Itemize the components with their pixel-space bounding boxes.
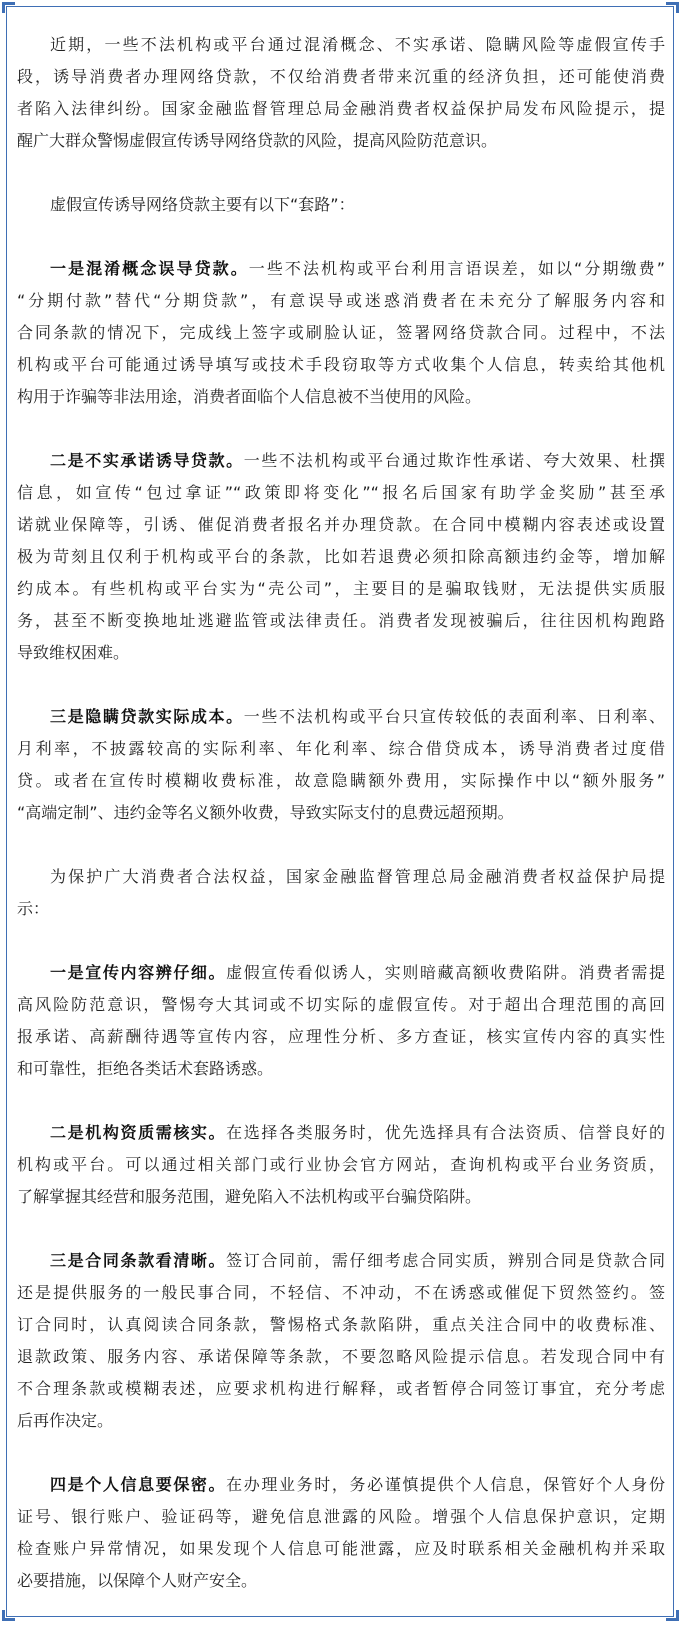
article-body: [17, 29, 665, 1629]
bold-lead-heading: 一是宣传内容辨仔细。: [50, 963, 227, 982]
line-text: 在办理业务时，务必谨慎提供个人信息，保管好个人身份: [226, 1475, 665, 1494]
line-text: 段，诱导消费者办理网络贷款，不仅给消费者带来沉重的经济负担，还可能使消费: [17, 67, 665, 86]
line-text: 虚假宣传诱导网络贷款主要有以下“套路”：: [50, 195, 355, 214]
text-line: [17, 285, 665, 317]
paragraph-tip-1: [17, 957, 665, 1085]
text-line: [17, 893, 665, 925]
text-line: [17, 1373, 665, 1405]
bold-lead-heading: 二是不实承诺诱导贷款。: [50, 451, 244, 470]
text-line: [17, 1533, 665, 1565]
line-text: 者陷入法律纠纷。国家金融监督管理总局金融消费者权益保护局发布风险提示，提: [17, 99, 665, 118]
paragraph-tips-heading: [17, 861, 665, 925]
line-text: 约成本。有些机构或平台实为“壳公司”，主要目的是骗取钱财，无法提供实质服: [17, 579, 665, 598]
line-text: 务，甚至不断变换地址逃避监管或法律责任。消费者发现被骗后，往往因机构跑路: [17, 611, 665, 630]
line-text: 构用于诈骗等非法用途，消费者面临个人信息被不当使用的风险。: [17, 387, 482, 406]
line-text: 诺就业保障等，引诱、催促消费者报名并办理贷款。在合同中模糊内容表述或设置: [17, 515, 665, 534]
text-line: [17, 637, 665, 669]
line-text: 机构或平台。可以通过相关部门或行业协会官方网站，查询机构或平台业务资质，: [17, 1155, 665, 1174]
text-line: [17, 797, 665, 829]
corner-bracket-top-right: [666, 2, 679, 13]
line-text: 了解掌握其经营和服务范围，避免陷入不法机构或平台骗贷陷阱。: [17, 1187, 482, 1206]
line-text: 不合理条款或模糊表述，应要求机构进行解释，或者暂停合同签订事宜，充分考虑: [17, 1379, 665, 1398]
bold-lead-heading: 一是混淆概念误导贷款。: [50, 259, 249, 278]
text-line: [17, 189, 665, 221]
text-line: [17, 701, 665, 733]
line-text: 近期，一些不法机构或平台通过混淆概念、不实承诺、隐瞒风险等虚假宣传手: [50, 35, 665, 54]
paragraph-intro: [17, 29, 665, 157]
text-line: [17, 1565, 665, 1597]
bold-lead-heading: 二是机构资质需核实。: [50, 1123, 227, 1142]
text-line: [17, 573, 665, 605]
corner-bracket-top-left: [2, 2, 15, 13]
text-line: [17, 1469, 665, 1501]
line-text: 醒广大群众警惕虚假宣传诱导网络贷款的风险，提高风险防范意识。: [17, 131, 498, 150]
text-line: [17, 61, 665, 93]
line-text: 后再作决定。: [17, 1411, 114, 1430]
text-line: [17, 1117, 665, 1149]
line-text: 虚假宣传看似诱人，实则暗藏高额收费陷阱。消费者需提: [226, 963, 665, 982]
text-line: [17, 1245, 665, 1277]
bold-lead-heading: 三是隐瞒贷款实际成本。: [50, 707, 244, 726]
text-line: [17, 1341, 665, 1373]
paragraph-tip-3: [17, 1245, 665, 1437]
text-line: [17, 1021, 665, 1053]
line-text: “分期付款”替代“分期贷款”，有意误导或迷惑消费者在未充分了解服务内容和: [17, 291, 665, 310]
text-line: [17, 29, 665, 61]
line-text: 示：: [17, 899, 50, 918]
line-text: 为保护广大消费者合法权益，国家金融监督管理总局金融消费者权益保护局提: [50, 867, 665, 886]
text-line: [17, 861, 665, 893]
text-line: [17, 989, 665, 1021]
bold-lead-heading: 四是个人信息要保密。: [50, 1475, 227, 1494]
text-line: [17, 1053, 665, 1085]
text-line: [17, 1309, 665, 1341]
text-line: [17, 541, 665, 573]
line-text: 必要措施，以保障个人财产安全。: [17, 1571, 258, 1590]
text-line: [17, 349, 665, 381]
corner-bracket-bottom-left: [2, 1610, 15, 1621]
text-line: [17, 1181, 665, 1213]
line-text: 一些不法机构或平台利用言语误差，如以“分期缴费”: [248, 259, 665, 278]
line-text: 退款政策、服务内容、承诺保障等条款，不要忽略风险提示信息。若发现合同中有: [17, 1347, 665, 1366]
line-text: 导致维权困难。: [17, 643, 130, 662]
text-line: [17, 1149, 665, 1181]
text-line: [17, 509, 665, 541]
line-text: 信息，如宣传“包过拿证”“政策即将变化”“报名后国家有助学金奖励”甚至承: [17, 483, 665, 502]
paragraph-trick-2: [17, 445, 665, 669]
line-text: 高风险防范意识，警惕夸大其词或不切实际的虚假宣传。对于超出合理范围的高回: [17, 995, 665, 1014]
text-line: [17, 381, 665, 413]
paragraph-tricks-heading: [17, 189, 665, 221]
line-text: 证号、银行账户、验证码等，避免信息泄露的风险。增强个人信息保护意识，定期: [17, 1507, 665, 1526]
line-text: 一些不法机构或平台只宣传较低的表面利率、日利率、: [243, 707, 665, 726]
text-line: [17, 125, 665, 157]
line-text: 一些不法机构或平台通过欺诈性承诺、夸大效果、杜撰: [243, 451, 665, 470]
line-text: 在选择各类服务时，优先选择具有合法资质、信誉良好的: [226, 1123, 665, 1142]
line-text: 报承诺、高薪酬待遇等宣传内容，应理性分析、多方查证，核实宣传内容的真实性: [17, 1027, 665, 1046]
line-text: 订合同时，认真阅读合同条款，警惕格式条款陷阱，重点关注合同中的收费标准、: [17, 1315, 665, 1334]
text-line: [17, 93, 665, 125]
line-text: 合同条款的情况下，完成线上签字或刷脸认证，签署网络贷款合同。过程中，不法: [17, 323, 665, 342]
text-line: [17, 477, 665, 509]
line-text: 月利率，不披露较高的实际利率、年化利率、综合借贷成本，诱导消费者过度借: [17, 739, 665, 758]
text-line: [17, 957, 665, 989]
text-line: [17, 317, 665, 349]
line-text: 还是提供服务的一般民事合同，不轻信、不冲动，不在诱惑或催促下贸然签约。签: [17, 1283, 665, 1302]
text-line: [17, 1277, 665, 1309]
paragraph-trick-3: [17, 701, 665, 829]
paragraph-tip-4: [17, 1469, 665, 1597]
text-line: [17, 1501, 665, 1533]
bold-lead-heading: 三是合同条款看清晰。: [50, 1251, 227, 1270]
line-text: 机构或平台可能通过诱导填写或技术手段窃取等方式收集个人信息，转卖给其他机: [17, 355, 665, 374]
text-line: [17, 253, 665, 285]
text-line: [17, 765, 665, 797]
line-text: “高端定制”、违约金等名义额外收费，导致实际支付的息费远超预期。: [17, 803, 514, 822]
line-text: 和可靠性，拒绝各类话术套路诱惑。: [17, 1059, 274, 1078]
paragraph-tip-2: [17, 1117, 665, 1213]
line-text: 签订合同前，需仔细考虑合同实质，辨别合同是贷款合同: [226, 1251, 665, 1270]
text-line: [17, 1405, 665, 1437]
line-text: 检查账户异常情况，如果发现个人信息可能泄露，应及时联系相关金融机构并采取: [17, 1539, 665, 1558]
corner-bracket-bottom-right: [666, 1610, 679, 1621]
text-line: [17, 605, 665, 637]
line-text: 极为苛刻且仅利于机构或平台的条款，比如若退费必须扣除高额违约金等，增加解: [17, 547, 665, 566]
text-line: [17, 733, 665, 765]
text-line: [17, 445, 665, 477]
paragraph-trick-1: [17, 253, 665, 413]
line-text: 贷。或者在宣传时模糊收费标准，故意隐瞒额外费用，实际操作中以“额外服务”: [17, 771, 665, 790]
